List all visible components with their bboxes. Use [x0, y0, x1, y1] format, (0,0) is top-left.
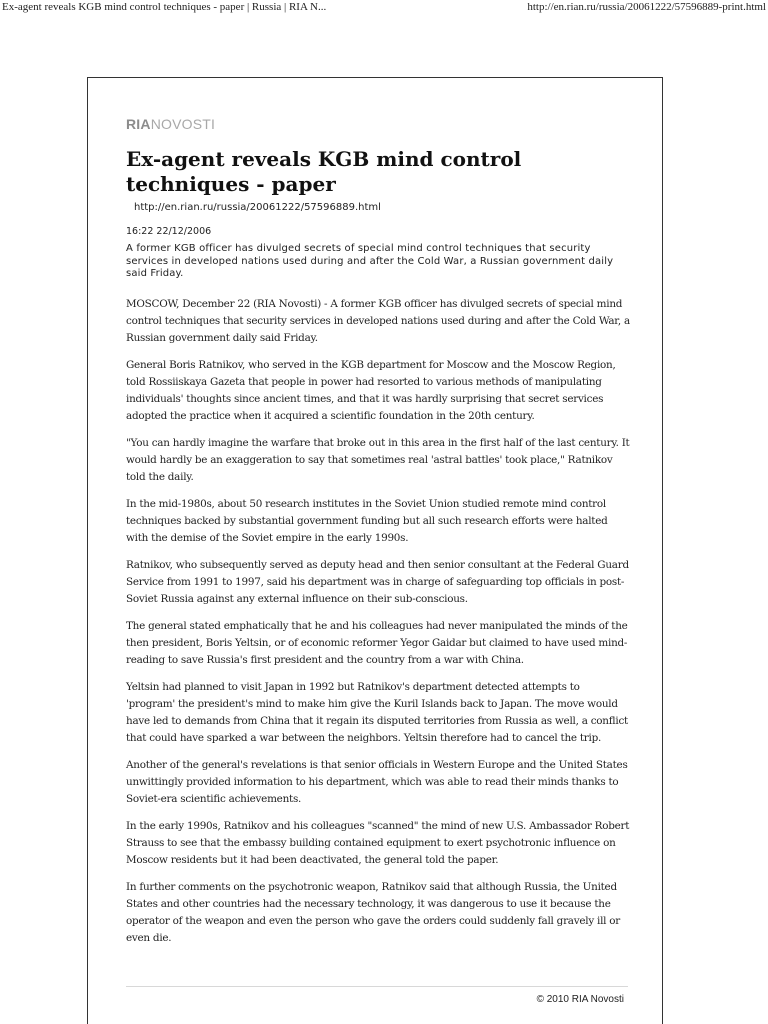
ria-novosti-logo: RIANOVOSTI	[126, 116, 216, 132]
article-paragraph: Ratnikov, who subsequently served as deputy head and then senior consultant at the Federal Guard Service from 1991 to 1997, said his department was in charge of safeguarding top officials in post-Soviet Russia against any external influence on their sub-conscious.	[126, 559, 629, 605]
print-page-title: Ex-agent reveals KGB mind control techniques - paper | Russia | RIA N...	[2, 1, 327, 13]
article-paragraph: General Boris Ratnikov, who served in the KGB department for Moscow and the Moscow Region, told Rossiiskaya Gazeta that people in power had resorted to various methods of manipulating individuals' thoughts since ancient times, and that it was hardly surprising that secret services adopted the practice when it acquired a scientific foundation in the 20th century.	[126, 359, 616, 422]
article-timestamp: 16:22 22/12/2006	[126, 226, 212, 237]
article-paragraph: "You can hardly imagine the warfare that broke out in this area in the first half of the last century. It would hardly be an exaggeration to say that sometimes real 'astral battles' took place," Ratnikov told the daily.	[126, 437, 630, 483]
article-headline: Ex-agent reveals KGB mind control techniques - paper	[126, 147, 522, 196]
article-lead: A former KGB officer has divulged secrets of special mind control techniques that security services in developed nations used during and after the Cold War, a Russian government daily said Friday.	[126, 243, 614, 279]
article-paragraph: In the early 1990s, Ratnikov and his colleagues "scanned" the mind of new U.S. Ambassador Robert Strauss to see that the embassy building contained equipment to exert psychotronic influence on Moscow residents but it had been deactivated, the general told the paper.	[126, 820, 630, 866]
copyright-notice: © 2010 RIA Novosti	[536, 994, 624, 1005]
print-header	[0, 0, 768, 16]
article-paragraph: Another of the general's revelations is that senior officials in Western Europe and the United States unwittingly provided information to his department, which was able to read their minds thanks to Soviet-era scientific achievements.	[126, 759, 628, 805]
print-page-url: http://en.rian.ru/russia/20061222/57596889-print.html	[527, 1, 766, 13]
article-paragraph: The general stated emphatically that he and his colleagues had never manipulated the minds of the then president, Boris Yeltsin, or of economic reformer Yegor Gaidar but claimed to have used mind-reading to save Russia's first president and the country from a war with China.	[126, 620, 628, 666]
footer-divider	[126, 986, 628, 987]
article-page	[87, 77, 663, 1024]
article-url: http://en.rian.ru/russia/20061222/57596889.html	[134, 202, 381, 213]
article-paragraph: In further comments on the psychotronic weapon, Ratnikov said that although Russia, the United States and other countries had the necessary technology, it was dangerous to use it because the operator of the weapon and even the person who gave the orders could suddenly fall gravely ill or even die.	[126, 881, 620, 944]
article-paragraph: Yeltsin had planned to visit Japan in 1992 but Ratnikov's department detected attempts to 'program' the president's mind to make him give the Kuril Islands back to Japan. The move would have led to demands from China that it regain its disputed territories from Russia as well, a conflict that could have sparked a war between the neighbors. Yeltsin therefore had to cancel the trip.	[126, 681, 628, 744]
article-body	[126, 296, 631, 957]
article-paragraph: MOSCOW, December 22 (RIA Novosti) - A former KGB officer has divulged secrets of special mind control techniques that security services in developed nations used during and after the Cold War, a Russian government daily said Friday.	[126, 298, 630, 344]
article-paragraph: In the mid-1980s, about 50 research institutes in the Soviet Union studied remote mind control techniques backed by substantial government funding but all such research efforts were halted with the demise of the Soviet empire in the early 1990s.	[126, 498, 608, 544]
